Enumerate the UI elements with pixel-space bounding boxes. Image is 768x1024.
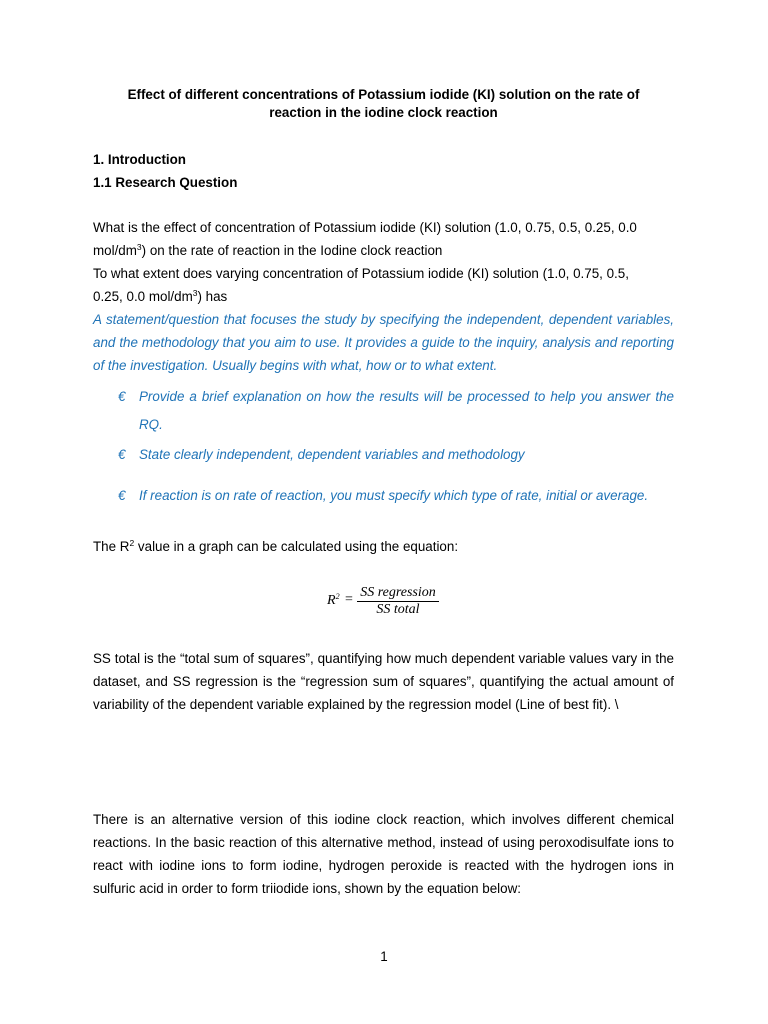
title-line-1: Effect of different concentrations of Potassium iodide (KI) solution on the rate of: [127, 87, 640, 102]
rq-line-4: 0.25, 0.0 mol/$dm^3$) has: [93, 288, 228, 304]
rq-line-3: To what extent does varying concentration of Potassium iodide (KI) solution (1.0, 0.75, 0.5,: [93, 266, 629, 281]
equation-lhs: $R^2$: [327, 592, 340, 608]
bullet-text: State clearly independent, dependent variables and methodology: [139, 447, 525, 462]
equation-equals: =: [345, 592, 353, 607]
bullet-text: If reaction is on rate of reaction, you must specify which type of rate, initial or average.: [139, 488, 649, 503]
euro-bullet-icon: €: [118, 389, 126, 404]
guidance-paragraph: A statement/question that focuses the study by specifying the independent, dependent variables, and the methodology that you aim to use. It provides a guide to the inquiry, analysis and reporting of the investigation. Usually begins with what, how or to what extent.: [93, 312, 674, 373]
euro-bullet-icon: €: [118, 488, 126, 503]
section-heading-introduction: 1. Introduction: [93, 152, 186, 167]
bullet-text: Provide a brief explanation on how the results will be processed to help you answer the RQ.: [139, 389, 674, 432]
r-squared-intro: The $R^2$ value in a graph can be calculated using the equation:: [93, 538, 459, 554]
research-question-text: [93, 216, 674, 308]
equation-fraction: [357, 585, 439, 618]
equation-numerator: SS regression: [357, 585, 439, 602]
rq-line-2: mol/$dm^3$) on the rate of reaction in the Iodine clock reaction: [93, 242, 443, 258]
guidance-bullet: [118, 383, 674, 438]
r-squared-equation: [327, 585, 447, 625]
euro-bullet-icon: €: [118, 447, 126, 462]
guidance-bullet: [118, 441, 674, 469]
alternative-reaction-paragraph: There is an alternative version of this iodine clock reaction, which involves different chemical reactions. In the basic reaction of this alternative method, instead of using peroxodisulfate ions to react with iodine ions to form iodine, hydrogen peroxide is reacted with the hydrogen ions in sulfuric acid in order to form triiodide ions, shown by the equation below:: [93, 812, 674, 896]
rq-line-1: What is the effect of concentration of Potassium iodide (KI) solution (1.0, 0.75, 0.5, 0.25, 0.0: [93, 220, 637, 235]
section-heading-research-question: 1.1 Research Question: [93, 175, 238, 190]
title-line-2: reaction in the iodine clock reaction: [269, 104, 498, 120]
document-title: [93, 86, 674, 121]
guidance-bullet: [118, 482, 674, 510]
equation-denominator: SS total: [376, 602, 420, 617]
ss-explanation-paragraph: SS total is the “total sum of squares”, quantifying how much dependent variable values vary in the dataset, and SS regression is the “regression sum of squares”, quantifying the actual amount of variability of the dependent variable explained by the regression model (Line of best fit). \: [93, 651, 674, 712]
page-number: 1: [380, 949, 388, 964]
